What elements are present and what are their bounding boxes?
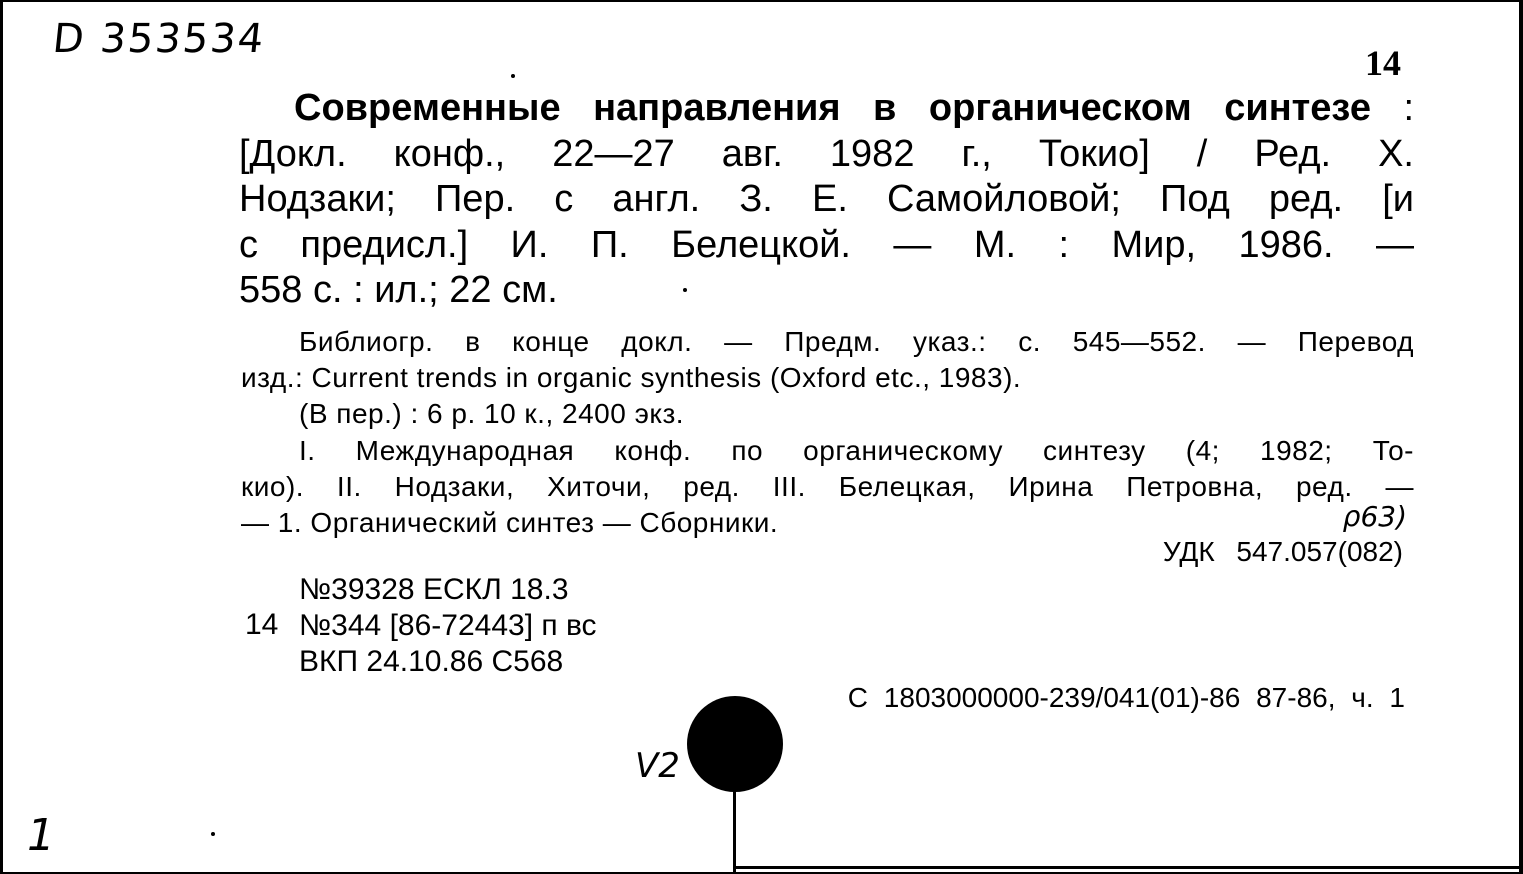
hole-rod-vertical <box>733 790 736 874</box>
speck <box>683 288 687 292</box>
corner-mark: 1 <box>27 810 55 861</box>
registration-info <box>299 572 597 680</box>
book-title: Современные направления в органическом синтезе <box>294 87 1371 129</box>
inventory-number: D 353534 <box>50 16 268 62</box>
classification-code: С 1803000000-239/041(01)-86 87-86, ч. 1 <box>847 682 1405 713</box>
meta-line: №344 [86-72443] п вс <box>299 609 597 642</box>
description-line: 558 с. : ил.; 22 см. <box>239 269 558 311</box>
meta-prefix: 14 <box>245 608 279 641</box>
meta-line: ВКП 24.10.86 С568 <box>299 645 564 678</box>
title-colon: : <box>1403 87 1414 129</box>
card-number: 14 <box>1365 43 1401 83</box>
title-line <box>239 86 1414 132</box>
speck <box>211 832 215 836</box>
handwritten-mark: V2 <box>635 746 680 786</box>
note-line: изд.: Current trends in organic synthesis (Oxford etc., 1983). <box>241 362 1022 394</box>
description-line: Нодзаки; Пер. с англ. З. Е. Самойловой; Под ред. [и <box>239 178 1414 220</box>
description-line: с предисл.] И. П. Белецкой. — М. : Мир, 1986. — <box>239 223 1414 266</box>
punch-hole <box>687 696 783 792</box>
notes-section <box>241 324 1414 541</box>
bibliographic-description <box>239 86 1414 314</box>
speck <box>511 74 515 78</box>
note-line: Библиогр. в конце докл. — Предм. указ.: с. 545—552. — Перевод <box>299 326 1414 357</box>
note-line: (В пер.) : 6 р. 10 к., 2400 экз. <box>299 398 685 430</box>
hole-rod-horizontal <box>733 866 1523 869</box>
note-line: I. Международная конф. по органическому синтезу (4; 1982; То- <box>299 434 1414 466</box>
meta-line: №39328 ЕСКЛ 18.3 <box>299 573 569 606</box>
note-line: — 1. Органический синтез — Сборники. <box>241 507 779 539</box>
udk-code: УДК 547.057(082) <box>1162 536 1403 567</box>
handwritten-code: ρ63) <box>1342 500 1407 533</box>
note-line: кио). II. Нодзаки, Хиточи, ред. III. Белецкая, Ирина Петровна, ред. — <box>241 470 1414 502</box>
description-line: [Докл. конф., 22—27 авг. 1982 г., Токио] / Ред. Х. <box>239 132 1414 175</box>
